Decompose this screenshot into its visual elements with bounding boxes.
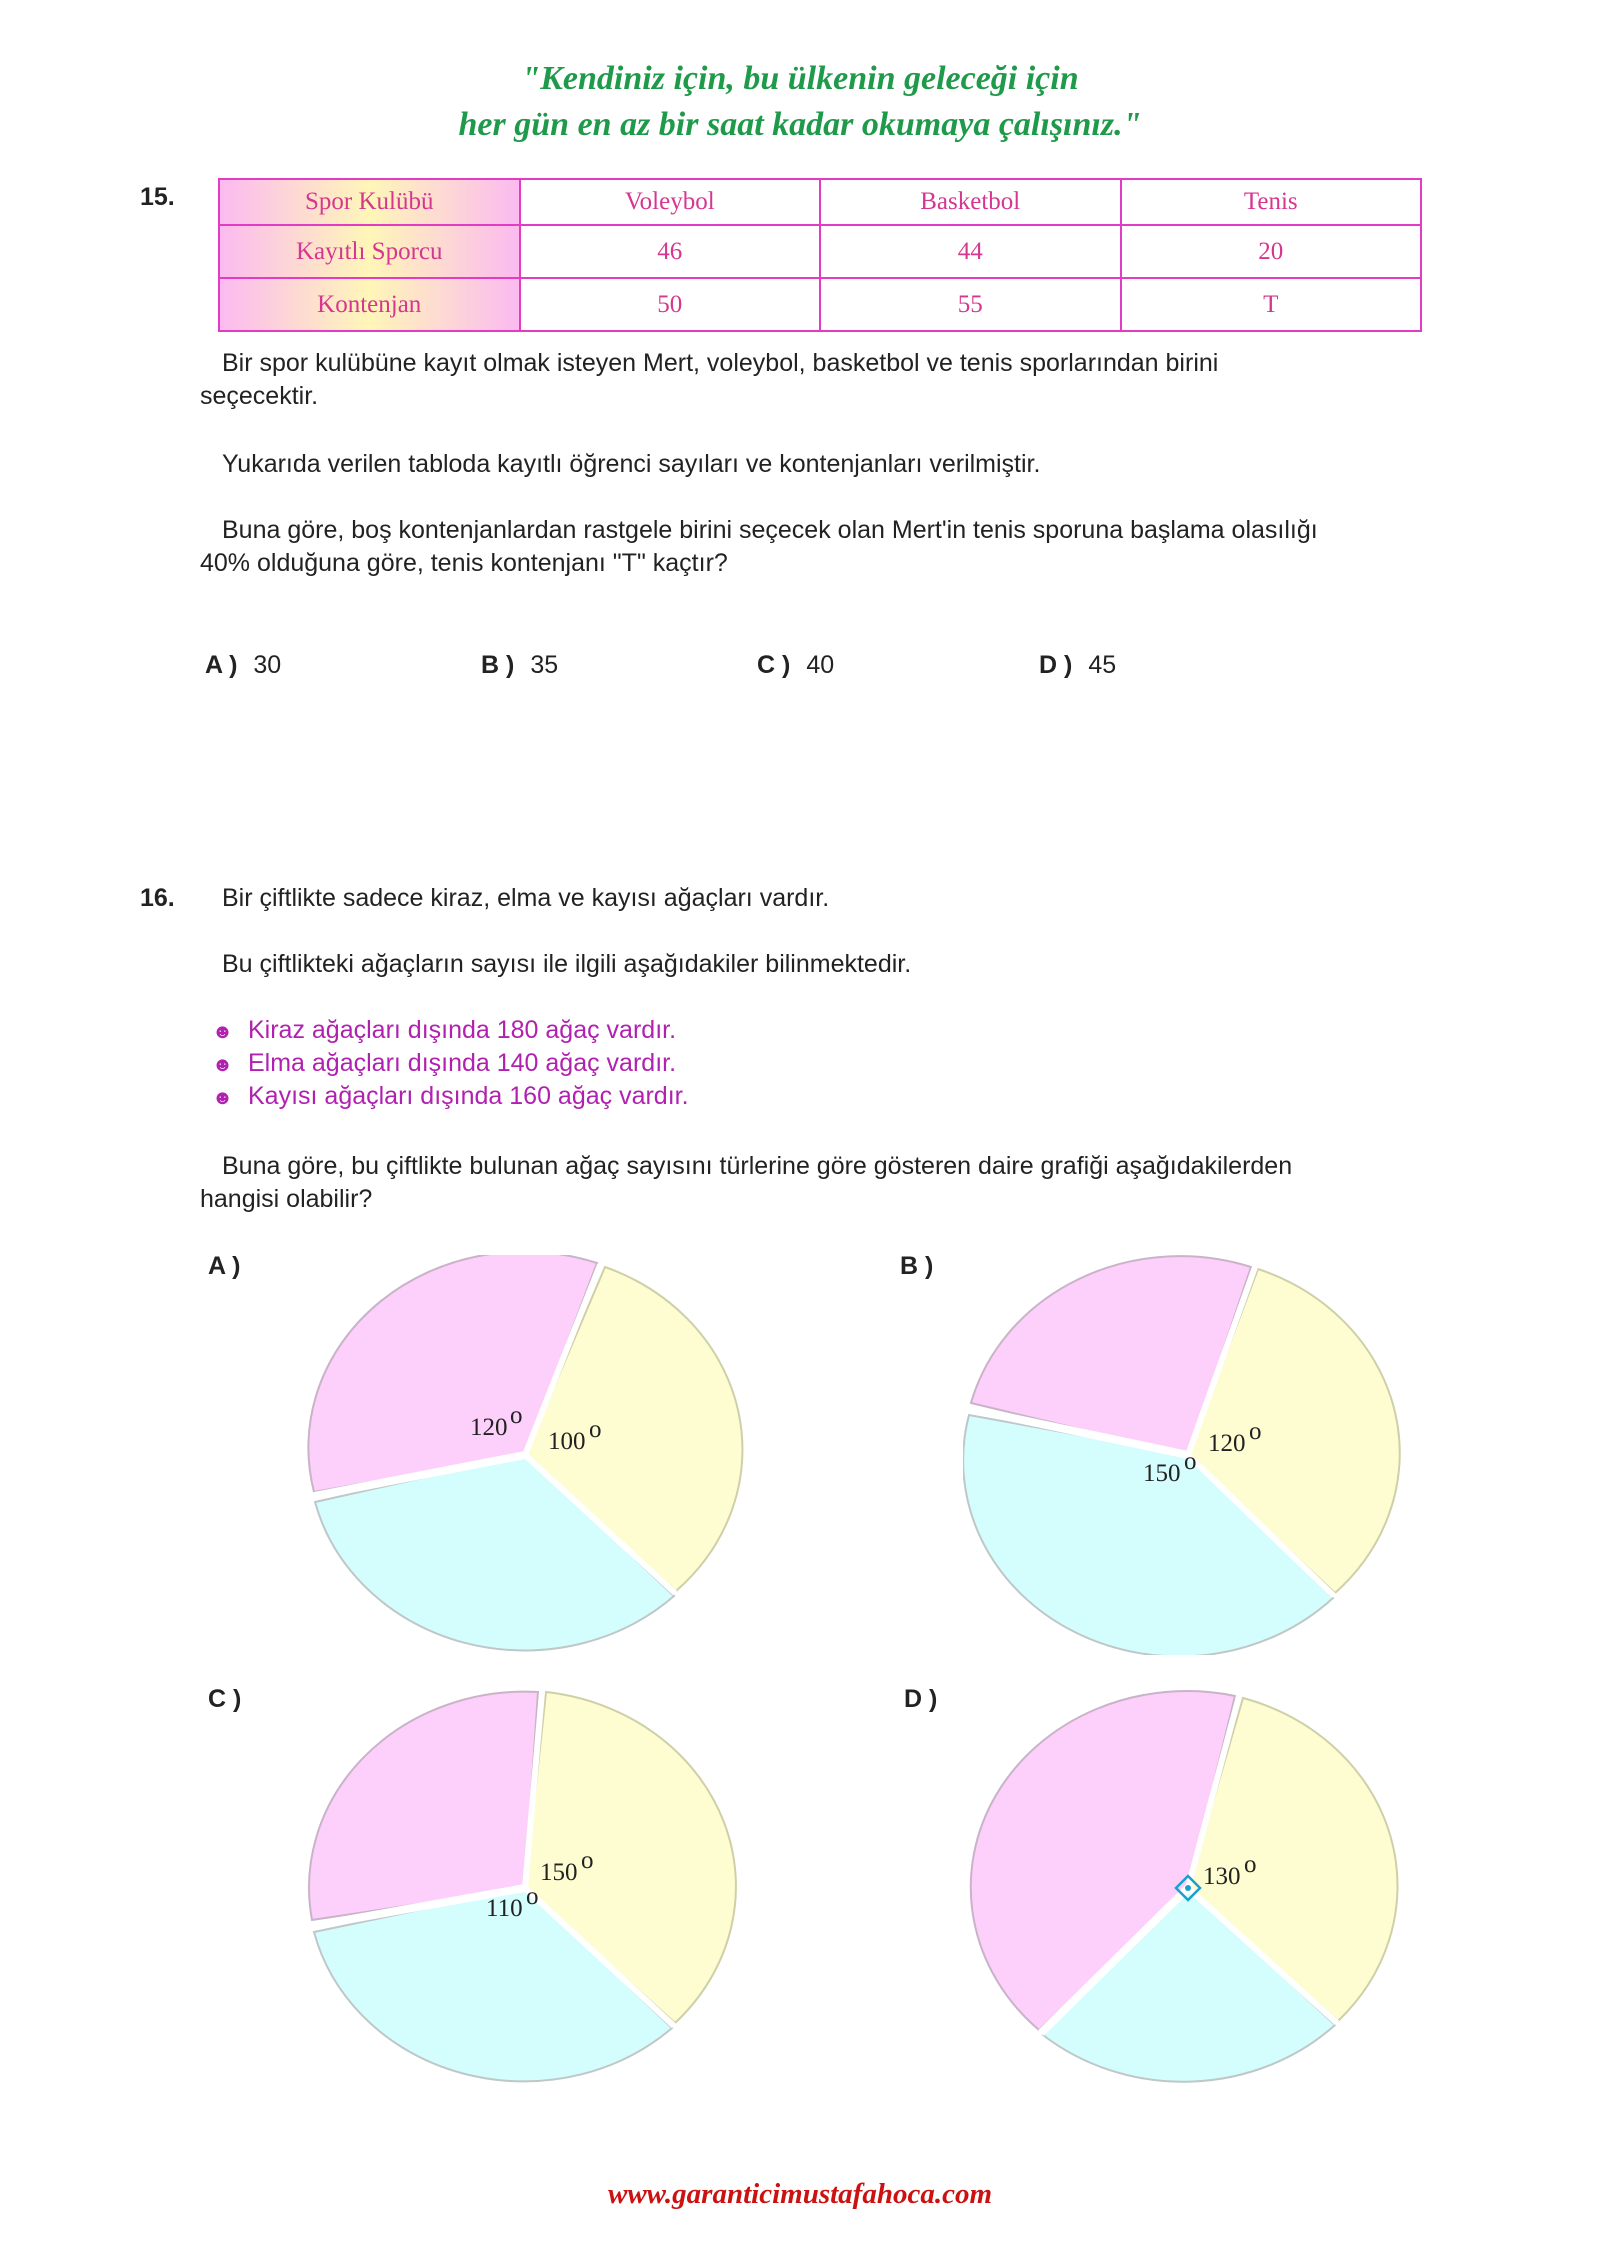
bullet-item xyxy=(212,1049,676,1078)
angle-label: 150 xyxy=(540,1859,578,1886)
table-cell: T xyxy=(1121,278,1422,331)
table-header-cell: Spor Kulübü xyxy=(219,179,520,225)
degree-mark: o xyxy=(526,1883,539,1910)
pie-slice-pink xyxy=(309,1692,538,1920)
table-cell: 55 xyxy=(820,278,1121,331)
option-value: 35 xyxy=(530,651,559,679)
sport-club-table xyxy=(218,178,1422,332)
angle-label: 120 xyxy=(1208,1430,1246,1457)
pie-chart-b[interactable] xyxy=(963,1255,1413,1655)
degree-mark: o xyxy=(581,1847,594,1874)
table-cell: 50 xyxy=(520,278,821,331)
option-a[interactable] xyxy=(205,651,281,680)
degree-mark: o xyxy=(1249,1418,1262,1445)
q16-paragraph-1: Bir çiftlikte sadece kiraz, elma ve kayısı ağaçları vardır. xyxy=(222,884,830,912)
chart-a-label[interactable]: A ) xyxy=(208,1252,241,1280)
table-header-cell: Basketbol xyxy=(820,179,1121,225)
option-value: 30 xyxy=(253,651,282,679)
q15-paragraph-3-line-2: 40% olduğuna göre, tenis kontenjanı "T" kaçtır? xyxy=(200,549,728,577)
option-label: C ) xyxy=(757,651,791,679)
motto-line-1: "Kendiniz için, bu ülkenin geleceği için xyxy=(521,60,1079,97)
table-header-cell: Tenis xyxy=(1121,179,1422,225)
bullet-text: Kiraz ağaçları dışında 180 ağaç vardır. xyxy=(248,1016,677,1044)
degree-mark: o xyxy=(589,1416,602,1443)
option-b[interactable] xyxy=(481,651,558,680)
pie-chart-c[interactable] xyxy=(300,1688,750,2088)
smiley-icon: ☻ xyxy=(212,1054,234,1076)
angle-label: 130 xyxy=(1203,1863,1241,1890)
table-cell: 44 xyxy=(820,225,1121,278)
table-row xyxy=(219,179,1421,225)
question-15-number: 15. xyxy=(140,183,175,211)
smiley-icon: ☻ xyxy=(212,1087,234,1109)
degree-mark: o xyxy=(510,1402,523,1429)
q16-paragraph-3-line-2: hangisi olabilir? xyxy=(200,1185,373,1213)
degree-mark: o xyxy=(1184,1448,1197,1475)
option-label: D ) xyxy=(1039,651,1073,679)
angle-label: 100 xyxy=(548,1428,586,1455)
table-row-label: Kontenjan xyxy=(219,278,520,331)
option-value: 40 xyxy=(806,651,835,679)
angle-label: 110 xyxy=(486,1895,523,1922)
table-row xyxy=(219,278,1421,331)
option-label: A ) xyxy=(205,651,238,679)
motto-line-2: her gün en az bir saat kadar okumaya çalışınız." xyxy=(458,106,1142,143)
option-c[interactable] xyxy=(757,651,834,680)
footer-website[interactable]: www.garanticimustafahoca.com xyxy=(607,2178,993,2210)
q16-paragraph-2: Bu çiftlikteki ağaçların sayısı ile ilgili aşağıdakiler bilinmektedir. xyxy=(222,950,912,978)
pie-chart-d[interactable] xyxy=(963,1688,1413,2088)
angle-label: 120 xyxy=(470,1414,508,1441)
degree-mark: o xyxy=(1244,1851,1257,1878)
q16-paragraph-3 xyxy=(200,1150,1292,1216)
table-cell: 20 xyxy=(1121,225,1422,278)
table-header-cell: Voleybol xyxy=(520,179,821,225)
q15-paragraph-2: Yukarıda verilen tabloda kayıtlı öğrenci sayıları ve kontenjanları verilmiştir. xyxy=(222,450,1041,478)
table-row xyxy=(219,225,1421,278)
table-cell: 46 xyxy=(520,225,821,278)
q15-paragraph-1-line-2: seçecektir. xyxy=(200,382,319,410)
chart-c-label[interactable]: C ) xyxy=(208,1685,242,1713)
option-d[interactable] xyxy=(1039,651,1116,680)
bullet-item xyxy=(212,1082,689,1111)
option-value: 45 xyxy=(1088,651,1117,679)
q15-paragraph-1-line-1: Bir spor kulübüne kayıt olmak isteyen Mert, voleybol, basketbol ve tenis sporlarından birini xyxy=(222,349,1219,377)
bullet-text: Kayısı ağaçları dışında 160 ağaç vardır. xyxy=(248,1082,689,1110)
option-label: B ) xyxy=(481,651,515,679)
chart-d-label[interactable]: D ) xyxy=(904,1685,938,1713)
q15-paragraph-1 xyxy=(200,347,1218,413)
pie-chart-a[interactable] xyxy=(300,1255,750,1655)
motto-quote xyxy=(0,56,1600,148)
bullet-item xyxy=(212,1016,676,1045)
q15-paragraph-3 xyxy=(200,514,1318,580)
smiley-icon: ☻ xyxy=(212,1021,234,1043)
question-16-number: 16. xyxy=(140,884,175,912)
bullet-text: Elma ağaçları dışında 140 ağaç vardır. xyxy=(248,1049,677,1077)
q15-paragraph-3-line-1: Buna göre, boş kontenjanlardan rastgele birini seçecek olan Mert'in tenis sporuna başlama olasılığı xyxy=(222,516,1318,544)
table-row-label: Kayıtlı Sporcu xyxy=(219,225,520,278)
chart-b-label[interactable]: B ) xyxy=(900,1252,934,1280)
angle-label: 150 xyxy=(1143,1460,1181,1487)
q16-paragraph-3-line-1: Buna göre, bu çiftlikte bulunan ağaç sayısını türlerine göre gösteren daire grafiği aşağıdakilerden xyxy=(222,1152,1293,1180)
